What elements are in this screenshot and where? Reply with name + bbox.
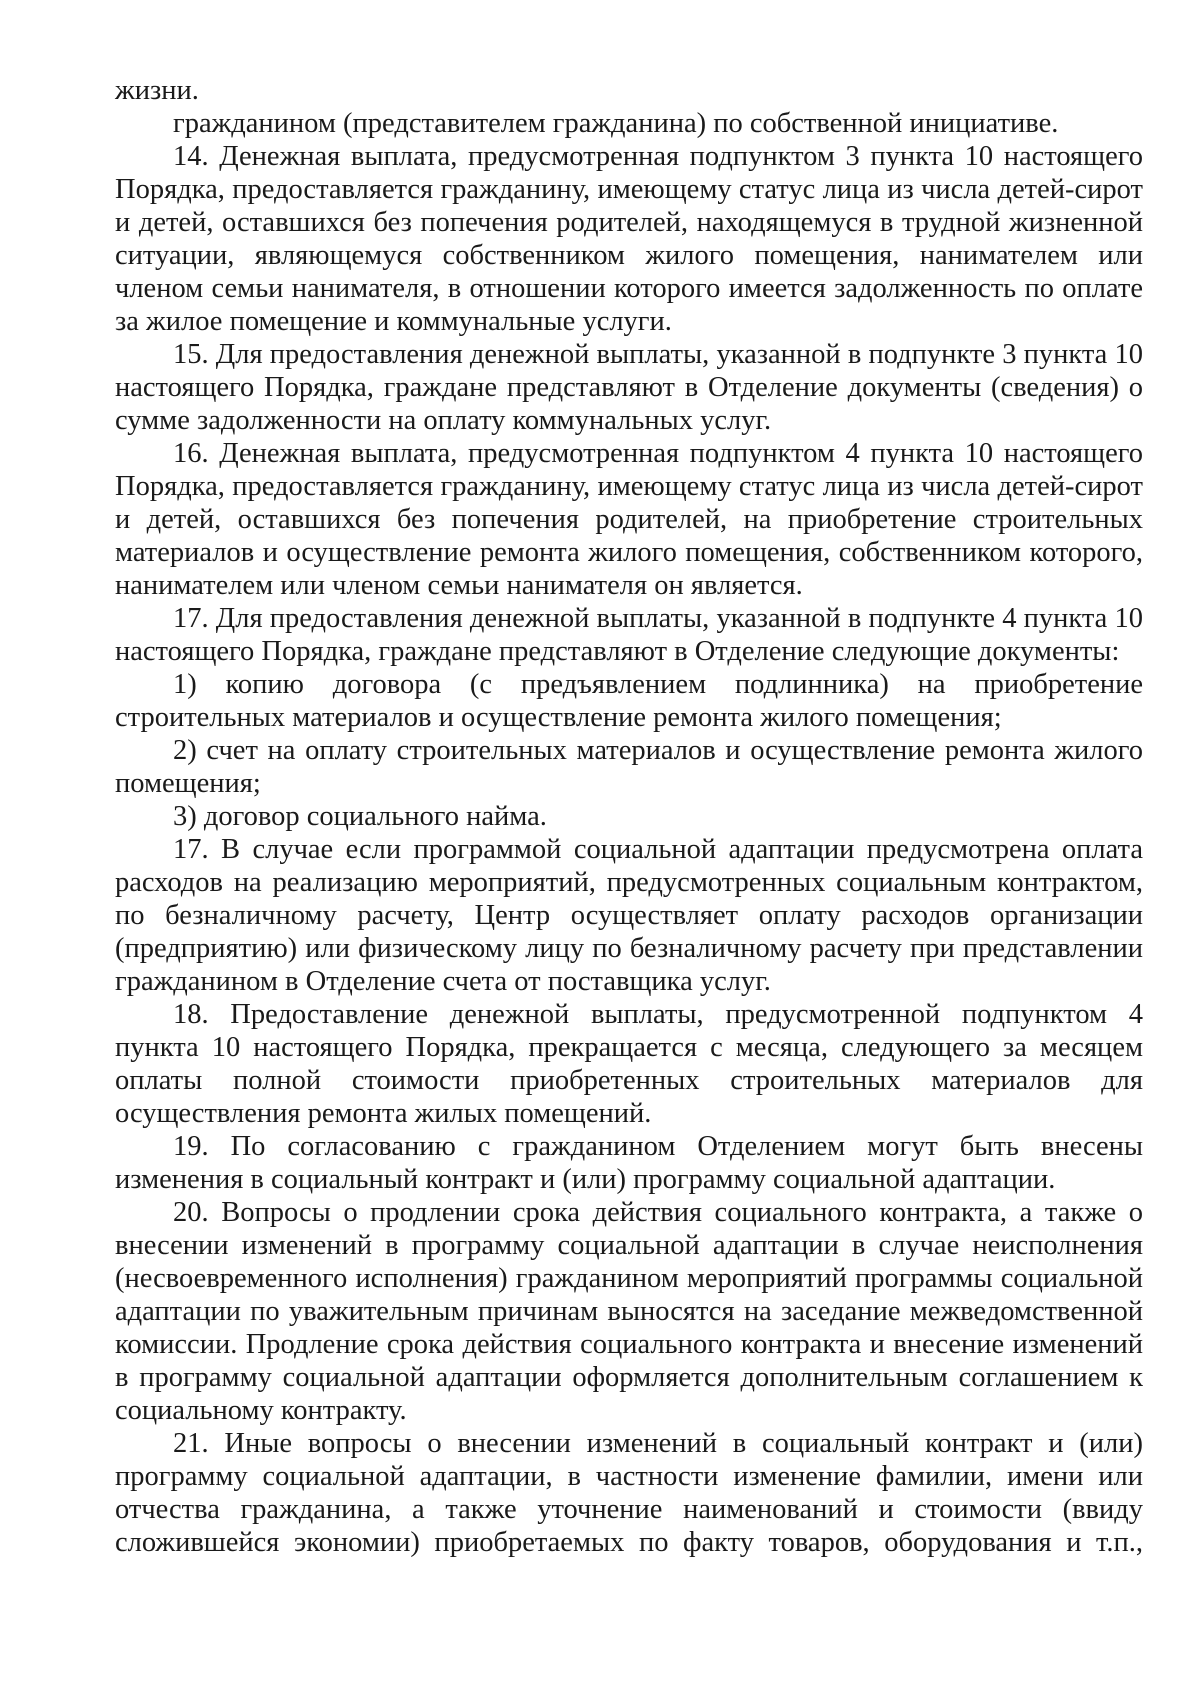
paragraph-19: 19. По согласованию с гражданином Отделением могут быть внесены изменения в социальный контракт и (или) программу социальной адаптации. [115,1131,1143,1195]
paragraph-20: 20. Вопросы о продлении срока действия социального контракта, а также о внесении изменений в программу социальной адаптации в случае неисполнения (несвоевременного исполнения) гражданином мероприятий программы социальной адаптации по уважительным причинам выносятся на заседание межведомственной комиссии. Продление срока действия социального контракта и внесение изменений в программу социальной адаптации оформляется дополнительным соглашением к социальному контракту. [115,1197,1143,1426]
paragraph-continuation: жизни. [115,75,199,106]
list-item-2: 2) счет на оплату строительных материалов и осуществление ремонта жилого помещения; [115,735,1143,799]
paragraph-initiative: гражданином (представителем гражданина) по собственной инициативе. [173,108,1059,139]
list-item-1: 1) копию договора (с предъявлением подлинника) на приобретение строительных материалов и осуществление ремонта жилого помещения; [115,669,1143,733]
document-body [115,74,1143,1559]
paragraph-14: 14. Денежная выплата, предусмотренная подпунктом 3 пункта 10 настоящего Порядка, предоставляется гражданину, имеющему статус лица из числа детей-сирот и детей, оставшихся без попечения родителей, находящемуся в трудной жизненной ситуации, являющемуся собственником жилого помещения, нанимателем или членом семьи нанимателя, в отношении которого имеется задолженность по оплате за жилое помещение и коммунальные услуги. [115,141,1143,337]
paragraph-16: 16. Денежная выплата, предусмотренная подпунктом 4 пункта 10 настоящего Порядка, предоставляется гражданину, имеющему статус лица из числа детей-сирот и детей, оставшихся без попечения родителей, на приобретение строительных материалов и осуществление ремонта жилого помещения, собственником которого, нанимателем или членом семьи нанимателя он является. [115,438,1143,601]
paragraph-15: 15. Для предоставления денежной выплаты, указанной в подпункте 3 пункта 10 настоящего Порядка, граждане представляют в Отделение документы (сведения) о сумме задолженности на оплату коммунальных услуг. [115,339,1143,436]
paragraph-21: 21. Иные вопросы о внесении изменений в социальный контракт и (или) программу социальной адаптации, в частности изменение фамилии, имени или отчества гражданина, а также уточнение наименований и стоимости (ввиду сложившейся экономии) приобретаемых по факту товаров, оборудования и т.п., [115,1428,1143,1558]
list-item-3: 3) договор социального найма. [173,801,547,832]
paragraph-17-payment: 17. В случае если программой социальной адаптации предусмотрена оплата расходов на реализацию мероприятий, предусмотренных социальным контрактом, по безналичному расчету, Центр осуществляет оплату расходов организации (предприятию) или физическому лицу по безналичному расчету при представлении гражданином в Отделение счета от поставщика услуг. [115,834,1143,997]
paragraph-17-documents: 17. Для предоставления денежной выплаты, указанной в подпункте 4 пункта 10 настоящего Порядка, граждане представляют в Отделение следующие документы: [115,603,1143,667]
paragraph-18: 18. Предоставление денежной выплаты, предусмотренной подпунктом 4 пункта 10 настоящего Порядка, прекращается с месяца, следующего за месяцем оплаты полной стоимости приобретенных строительных материалов для осуществления ремонта жилых помещений. [115,999,1143,1129]
